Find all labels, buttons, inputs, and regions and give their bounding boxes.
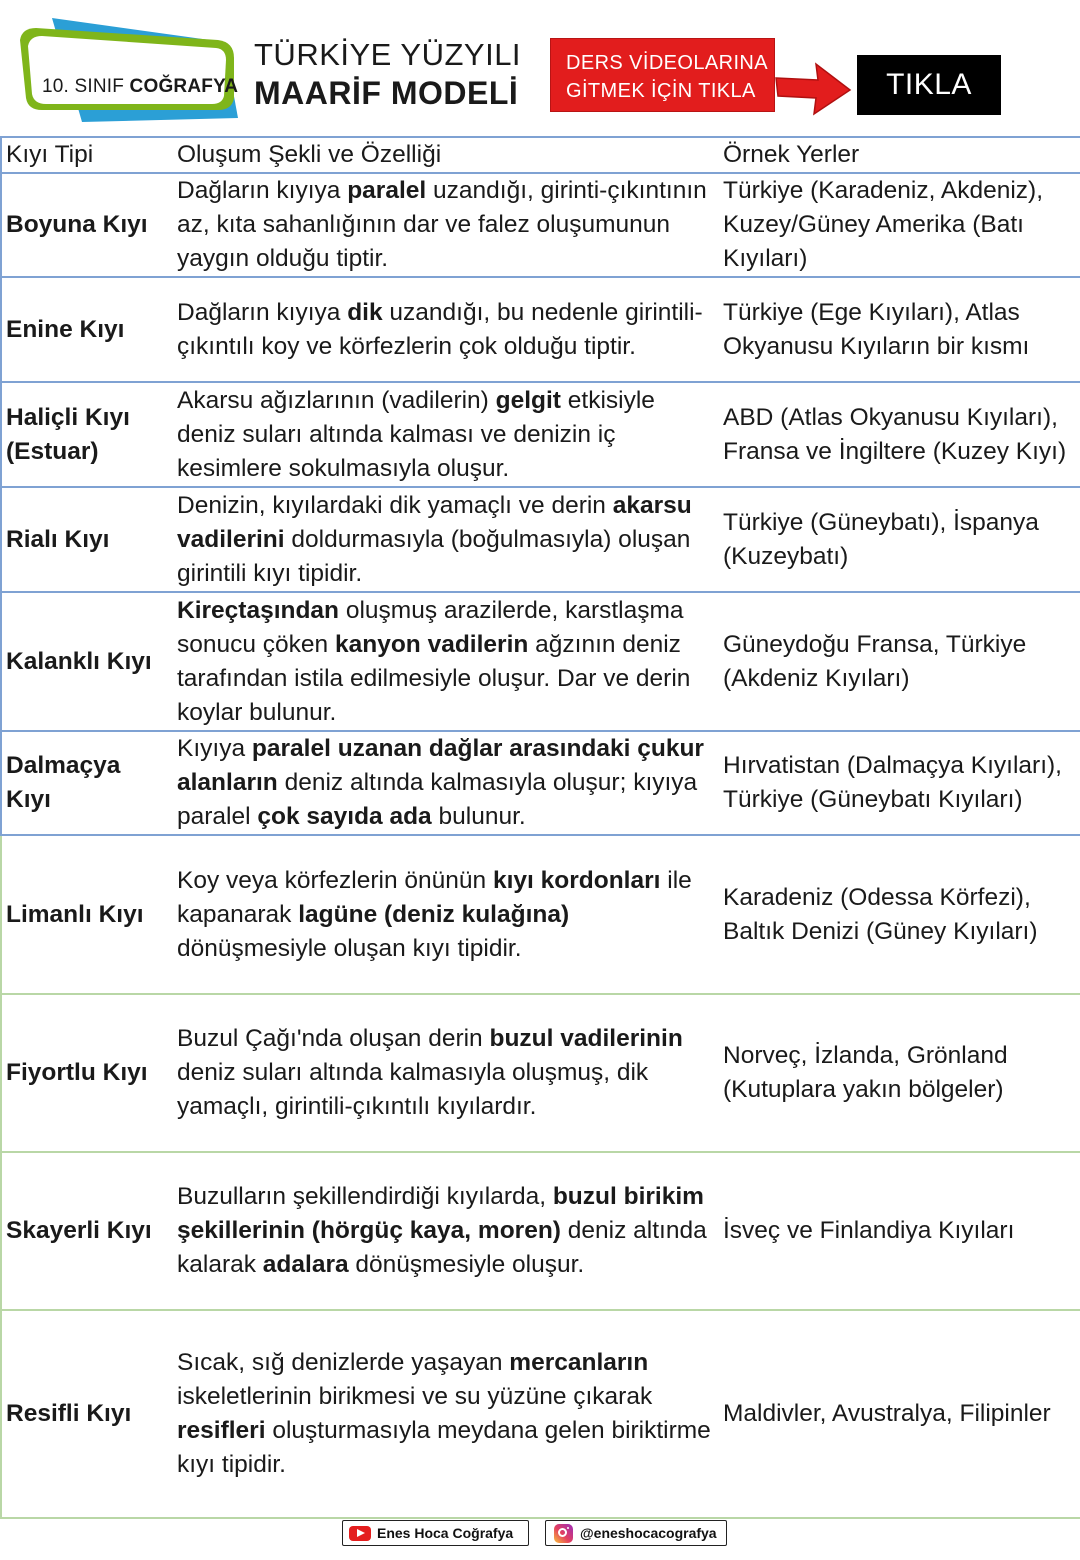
table-row: [1, 592, 1080, 731]
coast-type-description: [171, 592, 717, 731]
description-text: ile kapanarak: [177, 866, 692, 928]
instagram-link[interactable]: [545, 1520, 727, 1546]
description-text: iskeletlerinin birikmesi ve su yüzüne çıkarak: [177, 1383, 653, 1410]
coast-type-description: [171, 277, 717, 382]
description-emphasis: gelgit: [495, 386, 561, 414]
description-text: Sıcak, sığ denizlerde yaşayan: [177, 1349, 510, 1376]
coast-type-examples: İsveç ve Finlandiya Kıyıları: [717, 1152, 1080, 1310]
tikla-button[interactable]: TIKLA: [857, 55, 1001, 115]
youtube-channel-link[interactable]: [342, 1520, 529, 1546]
description-emphasis: akarsu vadilerini: [177, 491, 692, 553]
description-text: Koy veya körfezlerin önünün: [177, 866, 493, 894]
page-title: [254, 36, 521, 112]
header-cell-type: Kıyı Tipi: [1, 137, 171, 173]
description-text: dönüşmesiyle oluşur.: [348, 1251, 585, 1278]
table-row: [1, 835, 1080, 994]
table-row: [1, 731, 1080, 835]
video-button-line-2: GİTMEK İÇİN TIKLA: [566, 80, 756, 102]
description-text: bulunur.: [431, 803, 526, 830]
description-emphasis: buzul birikim şekillerinin (hörgüç kaya, moren): [177, 1183, 704, 1244]
description-emphasis: kanyon vadilerin: [335, 630, 529, 658]
description-text: ağzının deniz tarafından istila edilmesiyle oluşur. Dar ve derin koylar bulunur.: [177, 630, 691, 726]
description-text: etkisiyle deniz suları altında kalması ve denizin iç kesimlere sokulmasıyla oluşur.: [177, 386, 655, 482]
description-emphasis: buzul vadilerinin: [489, 1025, 683, 1052]
description-emphasis: dik: [347, 298, 383, 326]
coast-types-table: [0, 136, 1080, 1519]
coast-type-name: Kalanklı Kıyı: [1, 592, 171, 731]
coast-type-examples: ABD (Atlas Okyanusu Kıyıları), Fransa ve İngiltere (Kuzey Kıyı): [717, 382, 1080, 487]
coast-type-description: [171, 731, 717, 835]
coast-type-examples: Türkiye (Karadeniz, Akdeniz), Kuzey/Güney Amerika (Batı Kıyıları): [717, 173, 1080, 277]
arrow-right-icon: [774, 58, 854, 116]
description-text: doldurmasıyla (boğulmasıyla) oluşan girintili kıyı tipidir.: [177, 525, 691, 587]
lesson-videos-button[interactable]: [550, 38, 775, 112]
header-cell-formation: Oluşum Şekli ve Özelliği: [171, 137, 717, 173]
description-text: uzandığı, bu nedenle girintili-çıkıntılı koy ve körfezlerin çok olduğu tiptir.: [177, 298, 703, 360]
coast-type-name: Resifli Kıyı: [1, 1310, 171, 1518]
coast-type-name: Boyuna Kıyı: [1, 173, 171, 277]
coast-type-examples: Hırvatistan (Dalmaçya Kıyıları), Türkiye (Güneybatı Kıyıları): [717, 731, 1080, 835]
coast-type-name: Dalmaçya Kıyı: [1, 731, 171, 835]
coast-type-examples: Karadeniz (Odessa Körfezi), Baltık Denizi (Güney Kıyıları): [717, 835, 1080, 994]
description-text: Dağların kıyıya: [177, 298, 348, 326]
description-text: uzandığı, girinti-çıkıntının az, kıta sahanlığının dar ve falez oluşumunun yaygın olduğu tiptir.: [177, 177, 707, 272]
table-row: [1, 382, 1080, 487]
table-header-row: [1, 137, 1080, 173]
title-line-2: MAARİF MODELİ: [254, 75, 519, 111]
coast-type-description: [171, 1310, 717, 1518]
coast-type-description: [171, 382, 717, 487]
instagram-icon: [554, 1524, 573, 1543]
description-text: deniz altında kalmasıyla oluşur; kıyıya paralel: [177, 769, 698, 830]
coast-type-description: [171, 994, 717, 1152]
table-row: [1, 994, 1080, 1152]
coast-type-description: [171, 173, 717, 277]
instagram-label: @eneshocacografya: [580, 1525, 717, 1541]
coast-type-examples: Norveç, İzlanda, Grönland (Kutuplara yakın bölgeler): [717, 994, 1080, 1152]
footer: [0, 1518, 1080, 1548]
description-text: Akarsu ağızlarının (vadilerin): [177, 386, 496, 414]
table-row: [1, 1152, 1080, 1310]
coast-type-name: Haliçli Kıyı (Estuar): [1, 382, 171, 487]
title-line-1: TÜRKİYE YÜZYILI: [254, 37, 522, 72]
table-row: [1, 1310, 1080, 1518]
coast-type-description: [171, 1152, 717, 1310]
description-text: oluşturmasıyla meydana gelen biriktirme kıyı tipidir.: [177, 1417, 711, 1478]
description-emphasis: Kireçtaşından: [177, 596, 340, 624]
table-row: [1, 277, 1080, 382]
description-text: Dağların kıyıya: [177, 177, 348, 204]
description-emphasis: resifleri: [177, 1417, 266, 1444]
description-emphasis: kıyı kordonları: [492, 866, 661, 894]
table-row: [1, 487, 1080, 592]
coast-type-name: Limanlı Kıyı: [1, 835, 171, 994]
grade-badge: [12, 14, 244, 122]
description-text: Denizin, kıyılardaki dik yamaçlı ve derin: [177, 491, 613, 519]
description-text: Kıyıya: [177, 735, 252, 762]
badge-shape-icon: [12, 14, 244, 122]
header: [0, 0, 1080, 132]
coast-type-description: [171, 835, 717, 994]
table-row: [1, 173, 1080, 277]
description-text: oluşmuş arazilerde, karstlaşma sonucu çöken: [177, 596, 684, 658]
description-emphasis: çok sayıda ada: [257, 803, 432, 830]
coast-type-name: Fiyortlu Kıyı: [1, 994, 171, 1152]
description-emphasis: mercanların: [509, 1349, 649, 1376]
header-cell-examples: Örnek Yerler: [717, 137, 1080, 173]
badge-label: 10. SINIF COĞRAFYA: [42, 76, 239, 97]
coast-type-name: Rialı Kıyı: [1, 487, 171, 592]
youtube-label: Enes Hoca Coğrafya: [377, 1525, 514, 1541]
description-text: dönüşmesiyle oluşan kıyı tipidir.: [177, 934, 522, 962]
coast-type-examples: Güneydoğu Fransa, Türkiye (Akdeniz Kıyıları): [717, 592, 1080, 731]
coast-type-name: Skayerli Kıyı: [1, 1152, 171, 1310]
description-emphasis: paralel: [347, 177, 427, 204]
coast-type-examples: Türkiye (Güneybatı), İspanya (Kuzeybatı): [717, 487, 1080, 592]
coast-type-examples: Türkiye (Ege Kıyıları), Atlas Okyanusu Kıyıların bir kısmı: [717, 277, 1080, 382]
youtube-icon: [349, 1526, 371, 1541]
description-emphasis: paralel uzanan dağlar arasındaki çukur alanların: [177, 735, 704, 796]
description-emphasis: lagüne (deniz kulağına): [298, 900, 570, 928]
coast-type-name: Enine Kıyı: [1, 277, 171, 382]
description-text: Buzul Çağı'nda oluşan derin: [177, 1025, 490, 1052]
description-text: deniz altında kalarak: [177, 1217, 707, 1278]
coast-type-examples: Maldivler, Avustralya, Filipinler: [717, 1310, 1080, 1518]
coast-type-description: [171, 487, 717, 592]
description-text: deniz suları altında kalmasıyla oluşmuş, dik yamaçlı, girintili-çıkıntılı kıyılardır.: [177, 1059, 649, 1120]
description-emphasis: adalara: [262, 1251, 349, 1278]
video-button-line-1: DERS VİDEOLARINA: [566, 52, 769, 74]
description-text: Buzulların şekillendirdiği kıyılarda,: [177, 1183, 553, 1210]
